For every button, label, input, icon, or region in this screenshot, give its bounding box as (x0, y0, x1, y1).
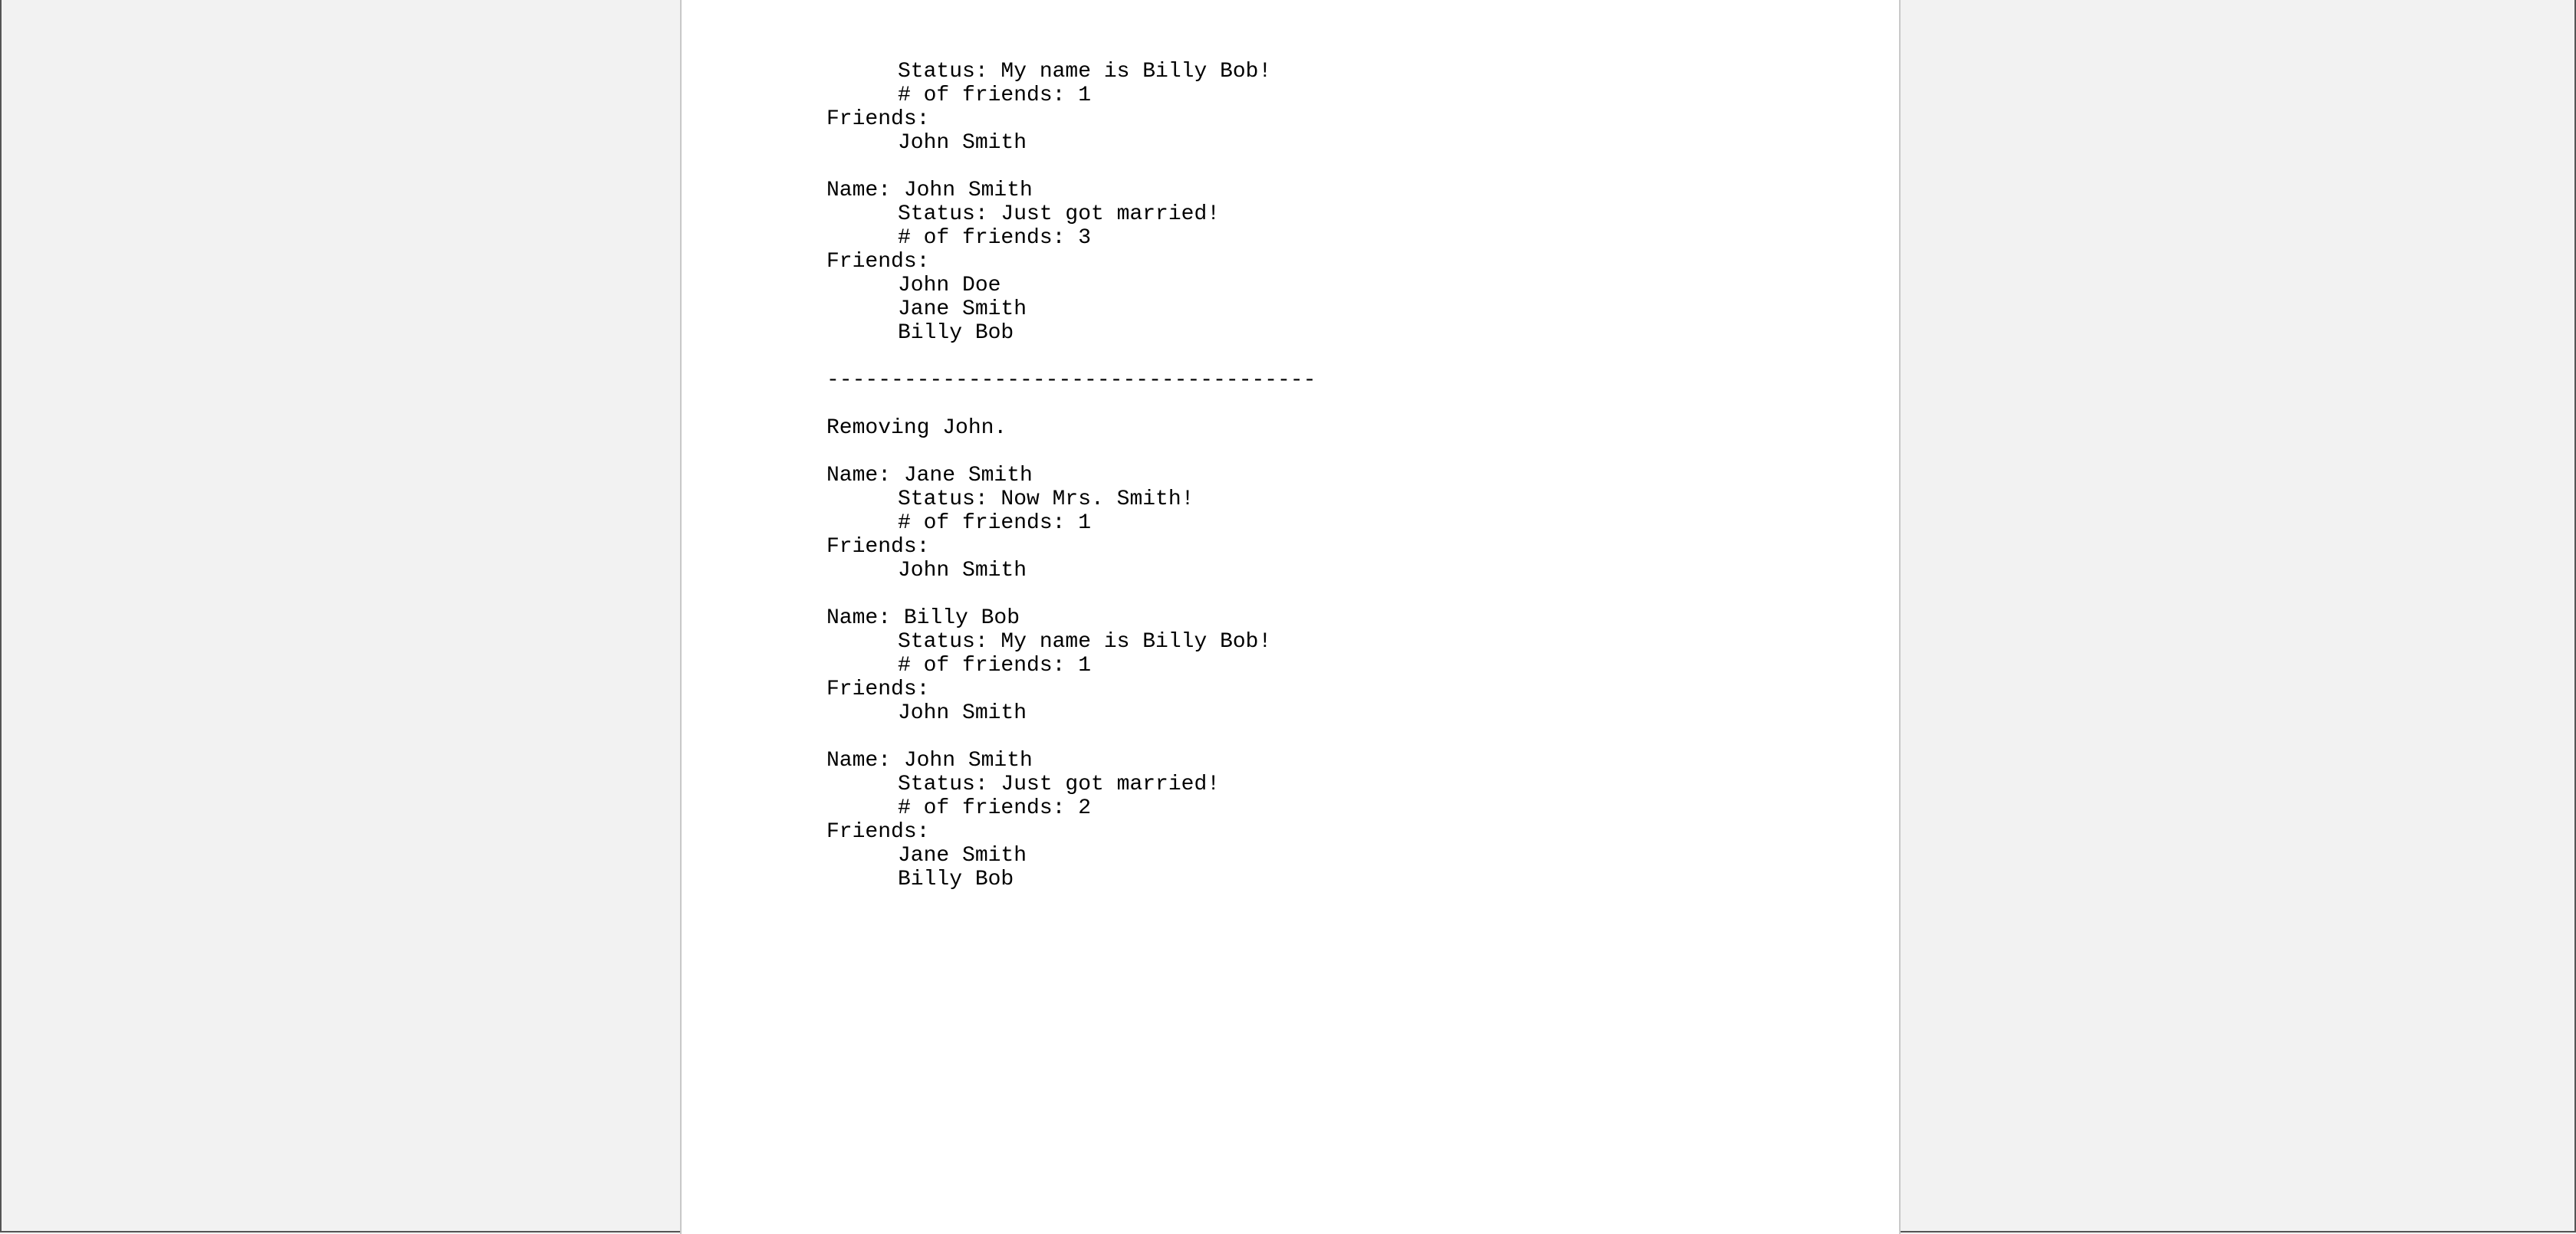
blank-line (826, 725, 1316, 749)
output-line: Friends: (826, 678, 930, 701)
blank-line (826, 583, 1316, 606)
output-line: # of friends: 2 (898, 796, 1092, 820)
output-line: Friends: (826, 820, 930, 844)
output-line: Status: Just got married! (898, 202, 1221, 226)
output-line: Billy Bob (898, 868, 1014, 891)
output-line: Status: Now Mrs. Smith! (898, 487, 1194, 511)
output-line: Friends: (826, 535, 930, 559)
output-line: John Smith (898, 131, 1027, 155)
output-line: Friends: (826, 250, 930, 274)
output-line: # of friends: 1 (898, 511, 1092, 535)
output-line: # of friends: 3 (898, 226, 1092, 250)
output-line: Name: John Smith (826, 179, 1033, 202)
output-line: Status: My name is Billy Bob! (898, 60, 1272, 84)
document-page (680, 0, 1901, 1234)
blank-line (826, 155, 1316, 179)
program-output-text (826, 60, 1316, 891)
output-line: Billy Bob (898, 321, 1014, 345)
output-line: John Doe (898, 274, 1001, 297)
output-line: Jane Smith (898, 297, 1027, 321)
blank-line (826, 440, 1316, 464)
output-line: Friends: (826, 107, 930, 131)
output-line: Name: John Smith (826, 749, 1033, 773)
output-line: Name: Billy Bob (826, 606, 1020, 630)
blank-line (826, 345, 1316, 369)
output-line: # of friends: 1 (898, 84, 1092, 107)
output-line: John Smith (898, 701, 1027, 725)
output-line: John Smith (898, 559, 1027, 583)
output-line: Status: My name is Billy Bob! (898, 630, 1272, 654)
output-line: -------------------------------------- (826, 369, 1316, 392)
blank-line (826, 392, 1316, 416)
output-line: # of friends: 1 (898, 654, 1092, 678)
output-line: Status: Just got married! (898, 773, 1221, 796)
output-line: Jane Smith (898, 844, 1027, 868)
output-line: Name: Jane Smith (826, 464, 1033, 487)
output-line: Removing John. (826, 416, 1007, 440)
